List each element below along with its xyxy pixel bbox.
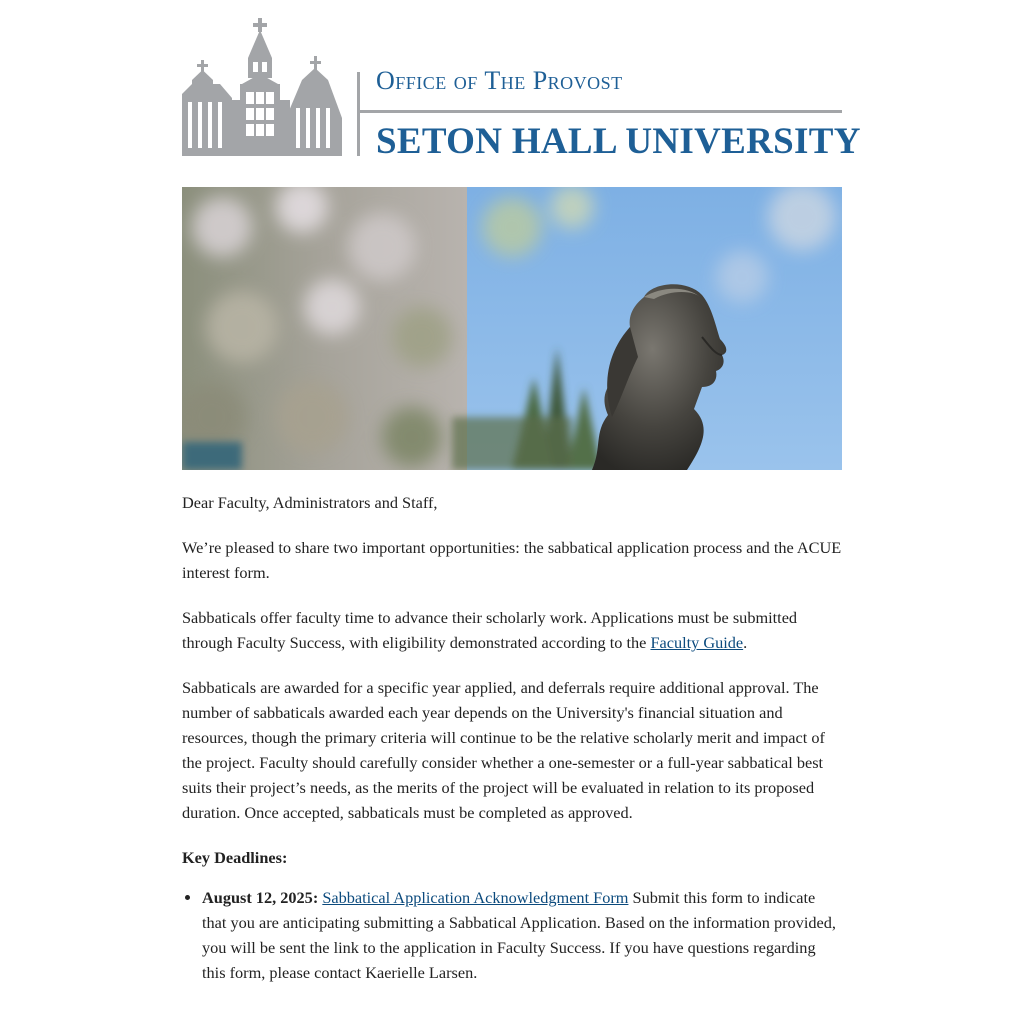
- deadline-date: August 12, 2025:: [202, 888, 319, 907]
- deadline-item: [202, 885, 842, 985]
- awarding-paragraph: Sabbaticals are awarded for a specific year applied, and deferrals require additional approval. The number of sabbaticals awarded each year depends on the University's financial situation and resources, though the primary criteria will continue to be the relative scholarly merit and impact of the project. Faculty should carefully consider whether a one-semester or a full-year sabbatical best suits their project’s needs, as the merits of the project will be evaluated in relation to its proposed duration. Once accepted, sabbaticals must be completed as approved.: [182, 678, 825, 822]
- deadline-text: Submit this form to indicate that you are anticipating submitting a Sabbatical Application. Based on the information provided, you will be sent the link to the application in Faculty Success. If you have questions regarding this form, please contact Kaerielle Larsen.: [202, 888, 836, 982]
- hero-image: [182, 187, 842, 470]
- letter-content: [182, 490, 842, 985]
- header: [182, 0, 861, 170]
- acknowledgment-form-link[interactable]: Sabbatical Application Acknowledgment Form: [322, 888, 629, 907]
- greeting: Dear Faculty, Administrators and Staff,: [182, 493, 438, 512]
- office-title: Office of The Provost: [376, 66, 623, 95]
- faculty-guide-link[interactable]: Faculty Guide: [650, 633, 744, 652]
- logo-divider-vertical: [357, 72, 360, 156]
- deadlines-heading: Key Deadlines:: [182, 848, 288, 867]
- email-body: [182, 0, 861, 982]
- eligibility-paragraph: [182, 605, 842, 655]
- eligibility-text: Sabbaticals offer faculty time to advance their scholarly work. Applications must be submitted through Faculty Success, with eligibility demonstrated according to the: [182, 608, 798, 652]
- statue-photo: [182, 187, 842, 470]
- intro-paragraph: We’re pleased to share two important opportunities: the sabbatical application process and the ACUE interest form.: [182, 538, 842, 582]
- deadlines-list: [182, 885, 842, 985]
- logo-divider-horizontal: [357, 110, 842, 113]
- eligibility-end: .: [743, 633, 748, 652]
- church-logo-icon: [182, 18, 344, 158]
- university-name: SETON HALL UNIVERSITY: [376, 121, 861, 162]
